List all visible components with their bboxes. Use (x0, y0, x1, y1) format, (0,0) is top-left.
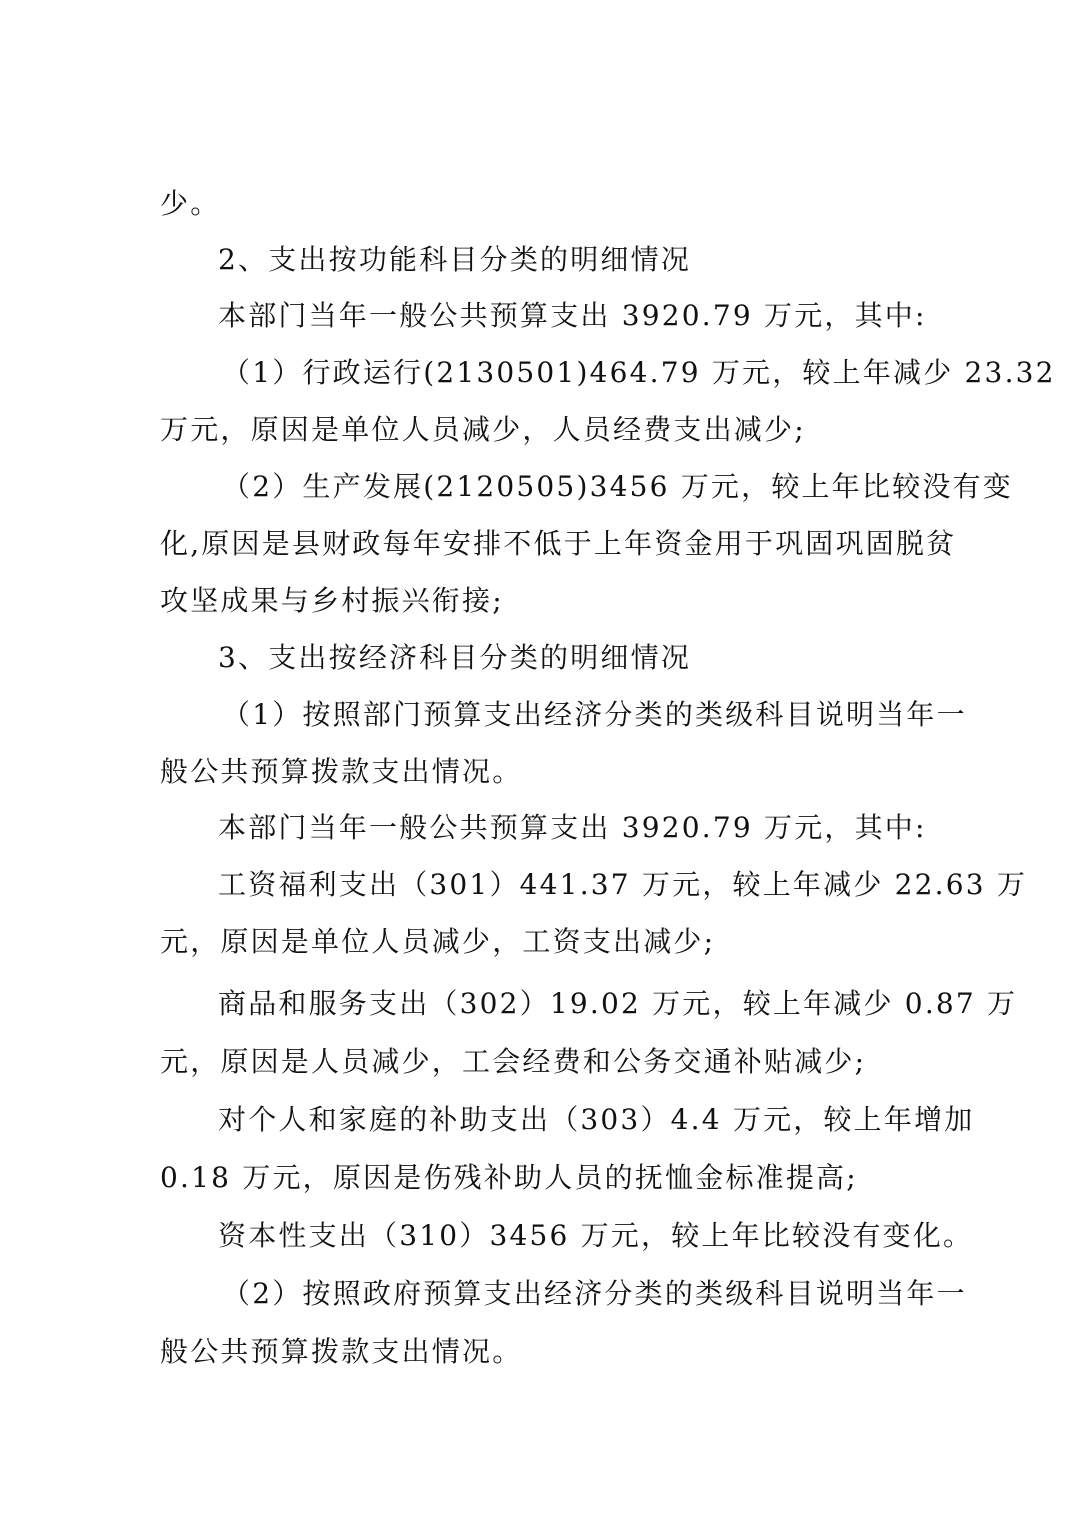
text-line-20: （2）按照政府预算支出经济分类的类级科目说明当年一 (222, 1277, 967, 1310)
text-line-1: 少。 (160, 187, 221, 220)
section-heading-3: 3、支出按经济科目分类的明细情况 (218, 641, 692, 674)
text-line-6: （2）生产发展(2120505)3456 万元，较上年比较没有变 (222, 470, 1013, 503)
text-line-17: 对个人和家庭的补助支出（303）4.4 万元，较上年增加 (218, 1103, 975, 1136)
text-line-19: 资本性支出（310）3456 万元，较上年比较没有变化。 (218, 1219, 974, 1252)
text-line-10: （1）按照部门预算支出经济分类的类级科目说明当年一 (222, 698, 967, 731)
text-line-15: 商品和服务支出（302）19.02 万元，较上年减少 0.87 万 (218, 987, 1018, 1020)
section-heading-2: 2、支出按功能科目分类的明细情况 (218, 243, 692, 276)
text-line-11: 般公共预算拨款支出情况。 (160, 755, 523, 788)
text-line-13: 工资福利支出（301）441.37 万元，较上年减少 22.63 万 (218, 868, 1028, 901)
text-line-16: 元，原因是人员减少，工会经费和公务交通补贴减少; (160, 1045, 867, 1078)
text-line-21: 般公共预算拨款支出情况。 (160, 1335, 523, 1368)
text-line-7: 化,原因是县财政每年安排不低于上年资金用于巩固巩固脱贫 (160, 527, 957, 560)
text-line-18: 0.18 万元，原因是伤残补助人员的抚恤金标准提高; (160, 1161, 858, 1194)
text-line-12: 本部门当年一般公共预算支出 3920.79 万元，其中: (218, 811, 927, 844)
text-line-4: （1）行政运行(2130501)464.79 万元，较上年减少 23.32 (222, 356, 1056, 389)
text-line-8: 攻坚成果与乡村振兴衔接; (160, 584, 504, 617)
text-line-3: 本部门当年一般公共预算支出 3920.79 万元，其中: (218, 299, 927, 332)
text-line-5: 万元，原因是单位人员减少，人员经费支出减少; (160, 413, 806, 446)
text-line-14: 元，原因是单位人员减少，工资支出减少; (160, 925, 716, 958)
